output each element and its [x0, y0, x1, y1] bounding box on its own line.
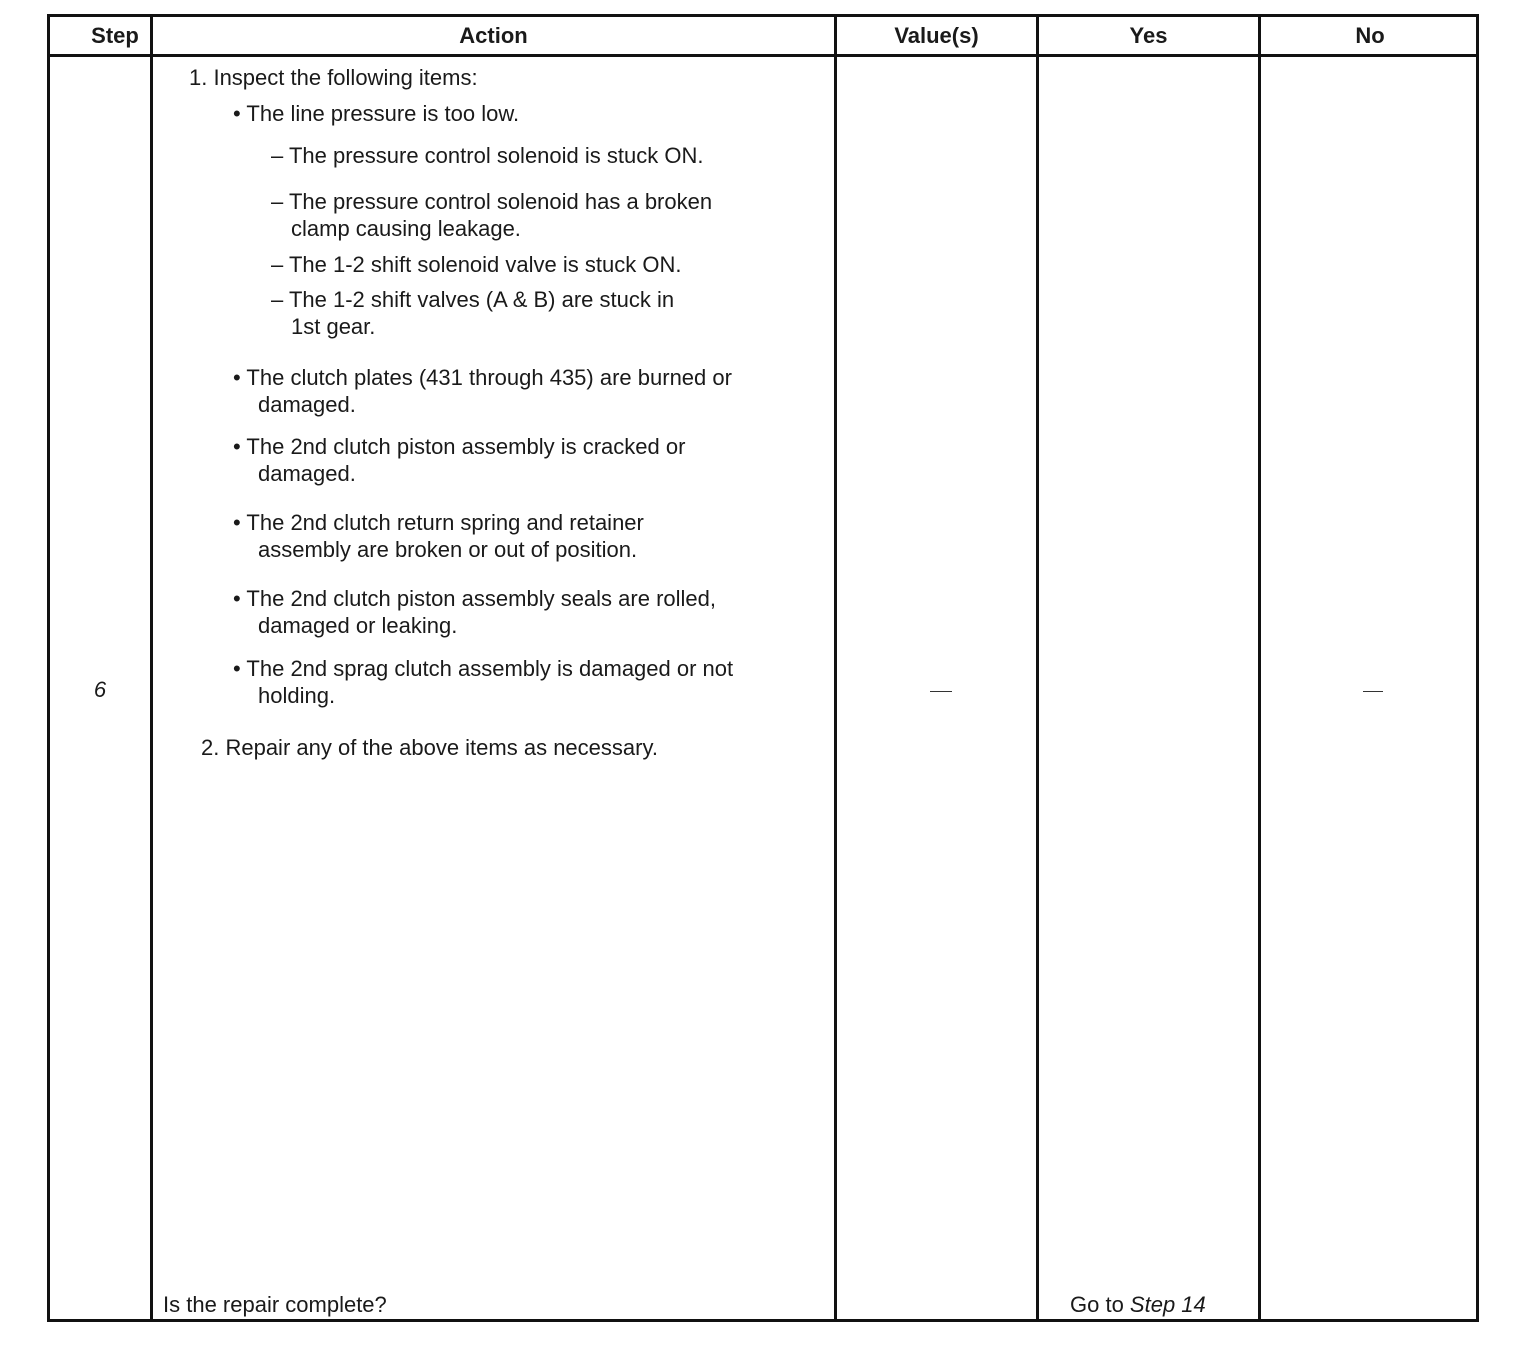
bullet-return-spring: • The 2nd clutch return spring and retainer	[233, 510, 644, 535]
sub-item-shift-valves-cont: 1st gear.	[291, 314, 376, 339]
diagnostic-table	[47, 14, 1479, 1322]
header-action: Action	[459, 23, 528, 48]
header-no: No	[1355, 23, 1385, 48]
sub-item-pcs-clamp-cont: clamp causing leakage.	[291, 216, 521, 241]
no-dash	[1363, 691, 1383, 692]
action-item-1: 1. Inspect the following items:	[189, 65, 478, 90]
bullet-sprag-clutch: • The 2nd sprag clutch assembly is damaged or not	[233, 656, 734, 681]
action-cell	[153, 57, 833, 1319]
bullet-clutch-plates-cont: damaged.	[258, 392, 356, 417]
column-divider	[834, 17, 837, 1319]
values-dash	[930, 691, 952, 692]
sub-item-pcs-stuck: – The pressure control solenoid is stuck ON.	[271, 143, 704, 168]
bullet-sprag-clutch-cont: holding.	[258, 683, 336, 708]
bullet-piston-cracked: • The 2nd clutch piston assembly is cracked or	[233, 434, 686, 459]
action-item-2: 2. Repair any of the above items as necessary.	[201, 735, 658, 760]
bullet-line-pressure: • The line pressure is too low.	[233, 101, 520, 126]
yes-instruction	[1070, 1292, 1270, 1318]
action-question: Is the repair complete?	[163, 1292, 387, 1317]
bullet-piston-cracked-cont: damaged.	[258, 461, 356, 486]
sub-item-shift-valves: – The 1-2 shift valves (A & B) are stuck in	[271, 287, 675, 312]
yes-go-to: Go to	[1070, 1292, 1130, 1317]
header-yes: Yes	[1129, 23, 1168, 48]
column-divider	[1036, 17, 1039, 1319]
column-divider	[1258, 17, 1261, 1319]
step-number: 6	[93, 677, 107, 702]
sub-item-shift-solenoid: – The 1-2 shift solenoid valve is stuck ON.	[271, 252, 682, 277]
bullet-piston-seals-cont: damaged or leaking.	[258, 613, 458, 638]
header-step: Step	[91, 23, 139, 48]
bullet-clutch-plates: • The clutch plates (431 through 435) are burned or	[233, 365, 732, 390]
bullet-return-spring-cont: assembly are broken or out of position.	[258, 537, 638, 562]
bullet-piston-seals: • The 2nd clutch piston assembly seals are rolled,	[233, 586, 716, 611]
yes-step-link: Step 14	[1129, 1292, 1206, 1317]
sub-item-pcs-clamp: – The pressure control solenoid has a broken	[271, 189, 713, 214]
header-values: Value(s)	[894, 23, 979, 48]
